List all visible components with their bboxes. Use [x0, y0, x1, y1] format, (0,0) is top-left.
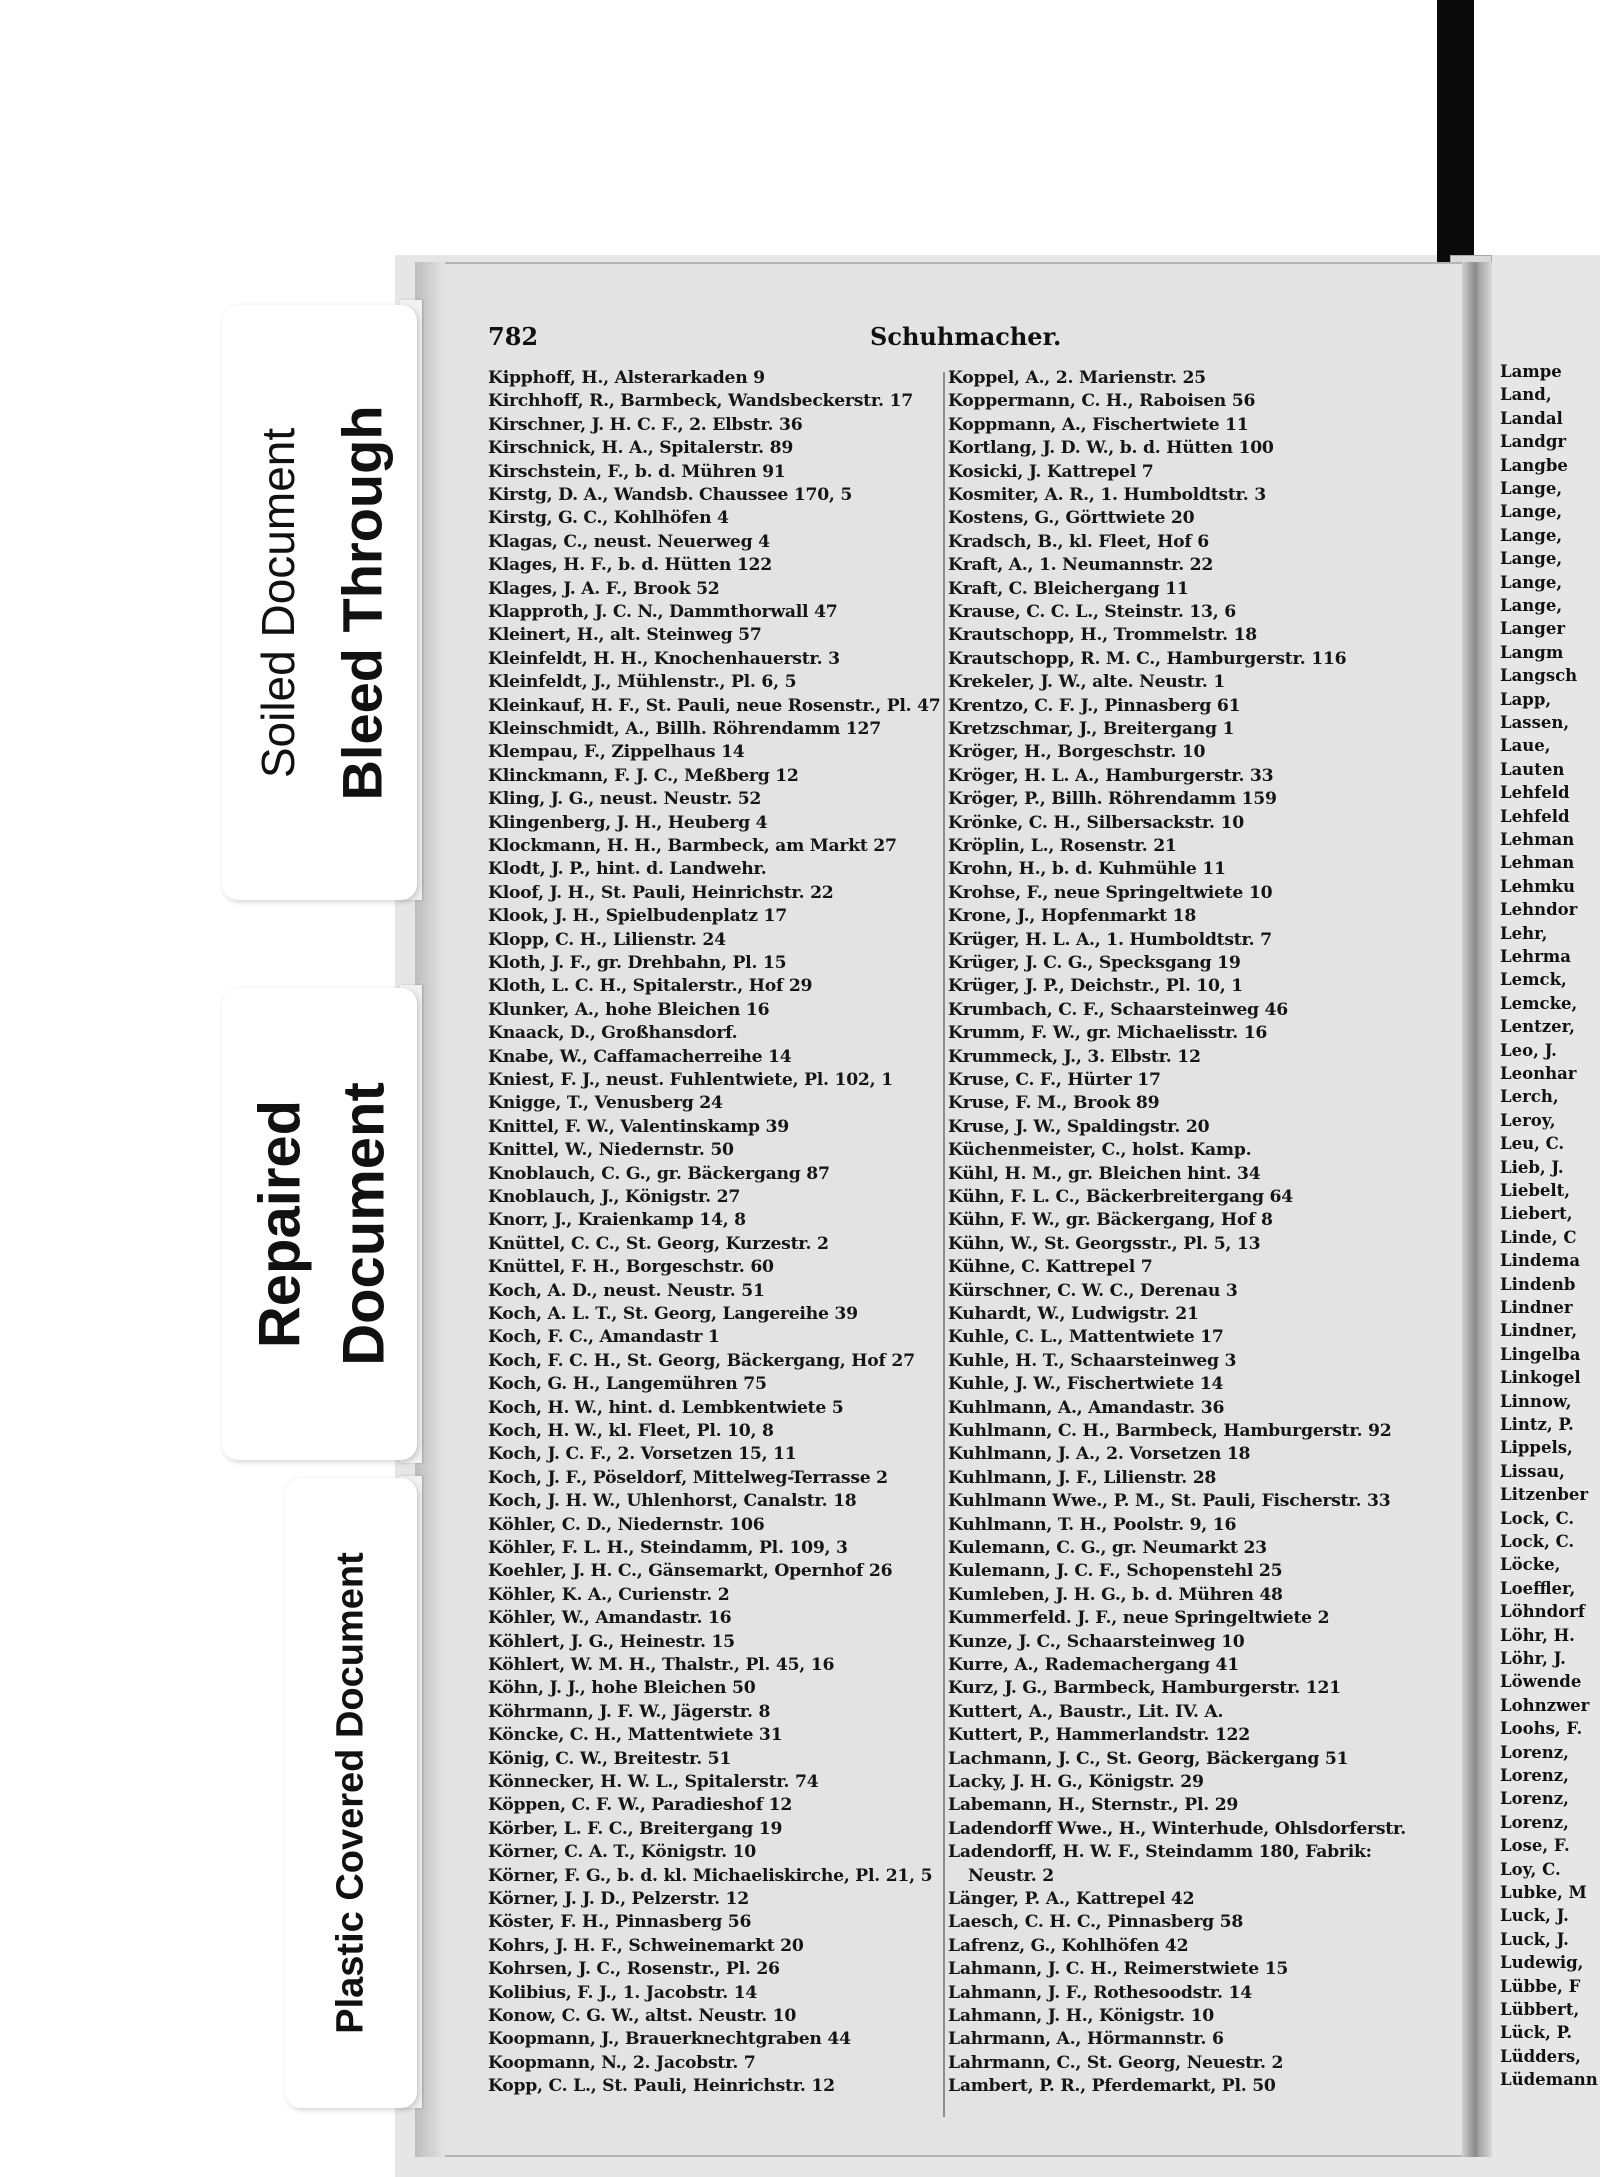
- label-card-soiled-bleed: [222, 305, 417, 900]
- directory-entry: Ladendorff, H. W. F., Steindamm 180, Fabrik:: [948, 1842, 1372, 1863]
- next-page-fragment: Ludewig,: [1500, 1953, 1584, 1973]
- directory-entry: Kuhlmann, C. H., Barmbeck, Hamburgerstr. 92: [948, 1421, 1392, 1441]
- directory-entry: Krohse, F., neue Springeltwiete 10: [948, 882, 1273, 903]
- directory-entry: Ladendorff Wwe., H., Winterhude, Ohlsdorferstr.: [948, 1818, 1406, 1839]
- next-page-fragment: Liebelt,: [1500, 1181, 1571, 1200]
- next-page-fragment: Langm: [1500, 642, 1564, 662]
- next-page-fragment: Lippels,: [1500, 1438, 1573, 1458]
- next-page-fragment: Langsch: [1500, 666, 1578, 686]
- next-page-fragment: Linde, C: [1500, 1227, 1577, 1247]
- directory-entry: Köncke, C. H., Mattentwiete 31: [488, 1725, 783, 1746]
- directory-entry: Klempau, F., Zippelhaus 14: [488, 742, 745, 763]
- directory-entry: Lahmann, J. H., Königstr. 10: [948, 2006, 1215, 2026]
- directory-entry: Kuhlmann, T. H., Poolstr. 9, 16: [948, 1514, 1237, 1535]
- directory-entry: Kleinschmidt, A., Billh. Röhrendamm 127: [488, 719, 881, 739]
- directory-entry: Kühn, W., St. Georgsstr., Pl. 5, 13: [948, 1233, 1261, 1254]
- directory-entry: Kostens, G., Görttwiete 20: [948, 508, 1195, 529]
- next-page-fragment: Lohnzwer: [1500, 1695, 1590, 1715]
- directory-entry: Körner, C. A. T., Königstr. 10: [488, 1842, 756, 1863]
- directory-entry: Knüttel, F. H., Borgeschstr. 60: [488, 1257, 774, 1278]
- directory-entry: Kulemann, C. G., gr. Neumarkt 23: [948, 1538, 1267, 1558]
- next-page-fragment: Löcke,: [1500, 1555, 1561, 1575]
- directory-entry: Kortlang, J. D. W., b. d. Hütten 100: [948, 438, 1274, 459]
- directory-entry: Länger, P. A., Kattrepel 42: [948, 1889, 1195, 1909]
- next-page-fragment: Lose, F.: [1500, 1836, 1570, 1856]
- next-page-fragment: Lange,: [1500, 502, 1563, 522]
- directory-entry: Klages, H. F., b. d. Hütten 122: [488, 555, 772, 576]
- directory-entry: Laesch, C. H. C., Pinnasberg 58: [948, 1912, 1244, 1933]
- next-page-fragment: Lüdemann: [1500, 2070, 1598, 2090]
- next-page-fragment: Leonhar: [1500, 1064, 1577, 1083]
- directory-entry: Köhlert, J. G., Heinestr. 15: [488, 1631, 735, 1652]
- book-gutter: [1462, 262, 1492, 2157]
- directory-entry: Kloth, J. F., gr. Drehbahn, Pl. 15: [488, 953, 787, 973]
- directory-entry: Krone, J., Hopfenmarkt 18: [948, 906, 1197, 927]
- directory-entry: Kirstg, D. A., Wandsb. Chaussee 170, 5: [488, 485, 853, 505]
- directory-entry: Lahmann, J. F., Rothesoodstr. 14: [948, 1982, 1252, 2003]
- directory-entry: Kirschnick, H. A., Spitalerstr. 89: [488, 438, 794, 459]
- directory-entry: Koch, J. C. F., 2. Vorsetzen 15, 11: [488, 1444, 797, 1465]
- directory-entry: Knorr, J., Kraienkamp 14, 8: [488, 1210, 746, 1231]
- next-page-fragment: Linnow,: [1500, 1391, 1572, 1411]
- directory-entry: Kuhlmann Wwe., P. M., St. Pauli, Fischerstr. 33: [948, 1491, 1391, 1512]
- directory-entry: Knoblauch, J., Königstr. 27: [488, 1187, 741, 1207]
- directory-entry: Kuhlmann, A., Amandastr. 36: [948, 1397, 1225, 1418]
- directory-entry: Kniest, F. J., neust. Fuhlentwiete, Pl. 102, 1: [488, 1070, 893, 1090]
- next-page-fragment: Lubke, M: [1500, 1883, 1587, 1902]
- directory-entry: Kloth, L. C. H., Spitalerstr., Hof 29: [488, 976, 813, 997]
- next-page-fragment: Löhndorf: [1500, 1602, 1585, 1622]
- directory-entry: Kruse, J. W., Spaldingstr. 20: [948, 1116, 1210, 1137]
- directory-entry: Knaack, D., Großhansdorf.: [488, 1023, 738, 1044]
- directory-entry: Köhlert, W. M. H., Thalstr., Pl. 45, 16: [488, 1655, 835, 1675]
- next-page-fragment: Luck, J.: [1500, 1906, 1569, 1926]
- directory-entry: Kröger, H. L. A., Hamburgerstr. 33: [948, 765, 1274, 786]
- directory-entry: Klinckmann, F. J. C., Meßberg 12: [488, 765, 799, 786]
- directory-entry: Klockmann, H. H., Barmbeck, am Markt 27: [488, 836, 897, 856]
- directory-entry: Kulemann, J. C. F., Schopenstehl 25: [948, 1561, 1283, 1582]
- directory-entry: Köhn, J. J., hohe Bleichen 50: [488, 1678, 756, 1699]
- next-page-fragment: Lehfeld: [1500, 783, 1570, 803]
- directory-entry: Koch, F. C., Amandastr 1: [488, 1327, 720, 1348]
- directory-entry: Labemann, H., Sternstr., Pl. 29: [948, 1795, 1239, 1816]
- directory-entry: Kruse, C. F., Hürter 17: [948, 1070, 1161, 1090]
- directory-entry: Koppmann, A., Fischertwiete 11: [948, 414, 1249, 435]
- directory-entry: Lahrmann, C., St. Georg, Neuestr. 2: [948, 2052, 1284, 2073]
- directory-entry: Kloof, J. H., St. Pauli, Heinrichstr. 22: [488, 882, 834, 903]
- directory-entry: Klages, J. A. F., Brook 52: [488, 578, 720, 599]
- directory-entry: Kruse, F. M., Brook 89: [948, 1093, 1160, 1114]
- directory-entry: Kraft, C. Bleichergang 11: [948, 578, 1189, 599]
- directory-entry: Kuttert, A., Baustr., Lit. IV. A.: [948, 1701, 1224, 1722]
- next-page-fragment: Laue,: [1500, 736, 1551, 756]
- directory-entry: Koppel, A., 2. Marienstr. 25: [948, 368, 1206, 388]
- next-page-fragment: Langer: [1500, 619, 1566, 639]
- directory-entry: Kleinkauf, H. F., St. Pauli, neue Rosenstr., Pl. 47: [488, 695, 941, 716]
- next-page-fragment: Lassen,: [1500, 713, 1570, 732]
- directory-entry: Kuhle, H. T., Schaarsteinweg 3: [948, 1350, 1237, 1371]
- directory-entry: Krüger, J. P., Deichstr., Pl. 10, 1: [948, 976, 1243, 997]
- directory-entry: Klook, J. H., Spielbudenplatz 17: [488, 906, 787, 927]
- binding-strip: [1437, 0, 1474, 262]
- next-page-fragment: Lindenb: [1500, 1274, 1576, 1294]
- next-page-fragment: Lieb, J.: [1500, 1157, 1564, 1177]
- directory-entry: Koch, H. W., hint. d. Lembkentwiete 5: [488, 1397, 844, 1418]
- next-page-fragment: Lingelba: [1500, 1344, 1581, 1364]
- directory-entry: Kröplin, L., Rosenstr. 21: [948, 836, 1177, 856]
- next-page-fragment: Lehndor: [1500, 900, 1578, 920]
- directory-entry: Kuhle, C. L., Mattentwiete 17: [948, 1327, 1224, 1348]
- next-page-fragment: Lehman: [1500, 853, 1575, 873]
- directory-entry: Köhrmann, J. F. W., Jägerstr. 8: [488, 1701, 771, 1722]
- next-page-fragment: Lange,: [1500, 596, 1563, 615]
- label-soiled: Soiled Document: [251, 427, 304, 778]
- next-page-fragment: Lange,: [1500, 479, 1563, 498]
- directory-entry: Knoblauch, C. G., gr. Bäckergang 87: [488, 1163, 830, 1184]
- directory-entry: Köster, F. H., Pinnasberg 56: [488, 1912, 752, 1933]
- directory-entry: Kumleben, J. H. G., b. d. Mühren 48: [948, 1584, 1283, 1605]
- directory-entry: Knittel, F. W., Valentinskamp 39: [488, 1116, 789, 1137]
- next-page-fragment: Langbe: [1500, 455, 1568, 475]
- directory-entry: Krekeler, J. W., alte. Neustr. 1: [948, 672, 1226, 693]
- directory-entry: Koch, H. W., kl. Fleet, Pl. 10, 8: [488, 1421, 774, 1441]
- directory-entry: Kipphoff, H., Alsterarkaden 9: [488, 368, 765, 388]
- directory-entry: Neustr. 2: [968, 1865, 1054, 1886]
- directory-entry: Klingenberg, J. H., Heuberg 4: [488, 812, 768, 833]
- directory-entry: Kunze, J. C., Schaarsteinweg 10: [948, 1631, 1245, 1652]
- directory-entry: Krentzo, C. F. J., Pinnasberg 61: [948, 695, 1241, 716]
- directory-entry: Lahmann, J. C. H., Reimerstwiete 15: [948, 1959, 1289, 1980]
- directory-entry: Knittel, W., Niedernstr. 50: [488, 1140, 734, 1161]
- directory-entry: Krohn, H., b. d. Kuhmühle 11: [948, 859, 1226, 880]
- directory-entry: Krönke, C. H., Silbersackstr. 10: [948, 812, 1244, 833]
- next-page-fragment: Lindema: [1500, 1251, 1581, 1271]
- directory-entry: Kleinfeldt, H. H., Knochenhauerstr. 3: [488, 648, 840, 669]
- directory-entry: Kühne, C. Kattrepel 7: [948, 1257, 1153, 1278]
- directory-entry: König, C. W., Breitestr. 51: [488, 1748, 732, 1769]
- next-page-fragment: Lampe: [1500, 362, 1562, 381]
- directory-entry: Krummeck, J., 3. Elbstr. 12: [948, 1046, 1201, 1067]
- directory-entry: Koppermann, C. H., Raboisen 56: [948, 391, 1256, 412]
- next-page-fragment: Linkogel: [1500, 1368, 1581, 1388]
- directory-entry: Knüttel, C. C., St. Georg, Kurzestr. 2: [488, 1233, 829, 1254]
- next-page-fragment: Lehmku: [1500, 876, 1575, 896]
- directory-entry: Kosmiter, A. R., 1. Humboldtstr. 3: [948, 485, 1266, 505]
- next-page-fragment: Loohs, F.: [1500, 1719, 1583, 1739]
- directory-entry: Kürschner, C. W. C., Derenau 3: [948, 1280, 1238, 1301]
- label-repaired-document: Document: [331, 1082, 396, 1366]
- next-page-fragment: Löhr, J.: [1500, 1649, 1566, 1668]
- directory-entry: Köppen, C. F. W., Paradieshof 12: [488, 1795, 793, 1816]
- directory-entry: Krumm, F. W., gr. Michaelisstr. 16: [948, 1023, 1268, 1044]
- next-page-fragment: Lehr,: [1500, 923, 1548, 943]
- next-page-fragment: Lemcke,: [1500, 993, 1578, 1013]
- directory-entry: Klopp, C. H., Lilienstr. 24: [488, 929, 726, 950]
- next-page-fragment: Lock, C.: [1500, 1532, 1575, 1551]
- directory-entry: Kühn, F. L. C., Bäckerbreitergang 64: [948, 1187, 1293, 1207]
- next-page-fragment: Lorenz,: [1500, 1812, 1569, 1832]
- directory-entry: Lahrmann, A., Hörmannstr. 6: [948, 2029, 1224, 2050]
- next-page-fragment: Loeffler,: [1500, 1578, 1576, 1598]
- next-page-fragment: Lauten: [1500, 759, 1565, 779]
- directory-entry: Koch, J. F., Pöseldorf, Mittelweg-Terrasse 2: [488, 1467, 888, 1488]
- directory-entry: Krüger, J. C. G., Specksgang 19: [948, 953, 1241, 973]
- label-card-repaired: [222, 988, 417, 1460]
- next-page-fragment: Lapp,: [1500, 689, 1552, 709]
- directory-entry: Kling, J. G., neust. Neustr. 52: [488, 789, 762, 810]
- label-repaired: Repaired: [247, 1099, 312, 1349]
- directory-entry: Koehler, J. H. C., Gänsemarkt, Opernhof 26: [488, 1561, 893, 1582]
- directory-entry: Kurre, A., Rademachergang 41: [948, 1655, 1239, 1675]
- directory-entry: Koopmann, N., 2. Jacobstr. 7: [488, 2052, 756, 2073]
- next-page-fragment: Lock, C.: [1500, 1508, 1575, 1528]
- next-page-fragment: Lübbe, F: [1500, 1976, 1581, 1996]
- directory-entry: Kuttert, P., Hammerlandstr. 122: [948, 1725, 1250, 1746]
- column-divider: [943, 372, 945, 2117]
- directory-entry: Lafrenz, G., Kohlhöfen 42: [948, 1935, 1189, 1956]
- next-page-fragment: Lübbert,: [1500, 2000, 1580, 2019]
- directory-entry: Krautschopp, H., Trommelstr. 18: [948, 625, 1257, 646]
- directory-entry: Kradsch, B., kl. Fleet, Hof 6: [948, 531, 1209, 552]
- directory-entry: Lacky, J. H. G., Königstr. 29: [948, 1772, 1204, 1792]
- next-page-fragment: Lehman: [1500, 830, 1575, 849]
- next-page-fragment: Lehrma: [1500, 947, 1571, 966]
- directory-entry: Kröger, P., Billh. Röhrendamm 159: [948, 789, 1277, 810]
- label-bleed-through: Bleed Through: [330, 404, 393, 801]
- next-page-fragment: Leo, J.: [1500, 1040, 1557, 1060]
- next-page-fragment: Lange,: [1500, 572, 1563, 592]
- next-page-fragment: Litzenber: [1500, 1485, 1589, 1505]
- next-page-fragment: Landgr: [1500, 432, 1567, 452]
- directory-entry: Kretzschmar, J., Breitergang 1: [948, 719, 1235, 739]
- directory-entry: Kleinert, H., alt. Steinweg 57: [488, 625, 762, 646]
- next-page-fragment: Liebert,: [1500, 1204, 1573, 1224]
- directory-entry: Kuhle, J. W., Fischertwiete 14: [948, 1374, 1224, 1395]
- next-page-fragment: Löwende: [1500, 1672, 1582, 1692]
- directory-entry: Konow, C. G. W., altst. Neustr. 10: [488, 2006, 797, 2026]
- directory-entry: Könnecker, H. W. L., Spitalerstr. 74: [488, 1772, 819, 1792]
- directory-entry: Kleinfeldt, J., Mühlenstr., Pl. 6, 5: [488, 672, 797, 693]
- directory-entry: Kirschner, J. H. C. F., 2. Elbstr. 36: [488, 414, 803, 435]
- next-page-fragment: Land,: [1500, 385, 1552, 405]
- directory-entry: Küchenmeister, C., holst. Kamp.: [948, 1140, 1252, 1161]
- directory-entry: Lambert, P. R., Pferdemarkt, Pl. 50: [948, 2076, 1276, 2097]
- directory-entry: Kohrsen, J. C., Rosenstr., Pl. 26: [488, 1959, 780, 1980]
- next-page-fragment: Lange,: [1500, 549, 1563, 569]
- directory-entry: Knabe, W., Caffamacherreihe 14: [488, 1046, 792, 1067]
- next-page-fragment: Lück, P.: [1500, 2023, 1572, 2043]
- label-plastic-covered: Plastic Covered Document: [329, 1552, 372, 2034]
- directory-entry: Klunker, A., hohe Bleichen 16: [488, 999, 770, 1020]
- next-page-fragment: Lintz, P.: [1500, 1415, 1574, 1434]
- directory-entry: Köhler, W., Amandastr. 16: [488, 1608, 732, 1629]
- directory-entry: Koch, A. D., neust. Neustr. 51: [488, 1280, 765, 1301]
- next-page-fragment: Lindner: [1500, 1298, 1573, 1317]
- next-page-fragment: Lissau,: [1500, 1461, 1565, 1481]
- directory-entry: Klagas, C., neust. Neuerweg 4: [488, 531, 770, 552]
- next-page-fragment: Lüdders,: [1500, 2046, 1581, 2066]
- next-page-fragment: Lentzer,: [1500, 1017, 1575, 1037]
- directory-entry: Kröger, H., Borgeschstr. 10: [948, 742, 1206, 763]
- next-page-fragment: Lemck,: [1500, 970, 1567, 990]
- directory-entry: Kirstg, G. C., Kohlhöfen 4: [488, 508, 729, 529]
- directory-entry: Kuhardt, W., Ludwigstr. 21: [948, 1304, 1199, 1324]
- next-page-fragment: Lehfeld: [1500, 806, 1570, 826]
- directory-entry: Kummerfeld. J. F., neue Springeltwiete 2: [948, 1608, 1330, 1629]
- directory-entry: Kurz, J. G., Barmbeck, Hamburgerstr. 121: [948, 1678, 1341, 1699]
- next-page-fragment: Luck, J.: [1500, 1929, 1569, 1949]
- directory-entry: Kirschstein, F., b. d. Mühren 91: [488, 461, 786, 482]
- label-card-plastic: [285, 1478, 417, 2108]
- directory-entry: Kohrs, J. H. F., Schweinemarkt 20: [488, 1935, 804, 1956]
- next-page-fragment: Leroy,: [1500, 1110, 1556, 1130]
- next-page-fragment: Lorenz,: [1500, 1766, 1569, 1785]
- directory-entry: Kosicki, J. Kattrepel 7: [948, 461, 1154, 482]
- next-page-fragment: Lorenz,: [1500, 1742, 1569, 1762]
- directory-entry: Körner, F. G., b. d. kl. Michaeliskirche, Pl. 21, 5: [488, 1865, 933, 1886]
- directory-entry: Kopp, C. L., St. Pauli, Heinrichstr. 12: [488, 2076, 835, 2097]
- page-number: 782: [488, 322, 539, 351]
- directory-entry: Kühn, F. W., gr. Bäckergang, Hof 8: [948, 1210, 1273, 1231]
- directory-entry: Knigge, T., Venusberg 24: [488, 1093, 723, 1114]
- directory-entry: Kirchhoff, R., Barmbeck, Wandsbeckerstr. 17: [488, 391, 913, 412]
- next-page-fragment: Lorenz,: [1500, 1789, 1569, 1809]
- next-page-fragment: Lindner,: [1500, 1321, 1578, 1341]
- directory-entry: Krumbach, C. F., Schaarsteinweg 46: [948, 999, 1288, 1020]
- next-page-fragment: Löhr, H.: [1500, 1625, 1575, 1645]
- next-page-fragment: Leu, C.: [1500, 1134, 1565, 1154]
- next-page: [1492, 262, 1600, 2157]
- running-head: Schuhmacher.: [870, 322, 1062, 351]
- directory-entry: Körner, J. J. D., Pelzerstr. 12: [488, 1889, 749, 1909]
- directory-entry: Lachmann, J. C., St. Georg, Bäckergang 51: [948, 1748, 1349, 1769]
- next-page-fragment: Loy, C.: [1500, 1859, 1561, 1879]
- directory-entry: Koch, A. L. T., St. Georg, Langereihe 39: [488, 1304, 858, 1324]
- directory-entry: Koch, G. H., Langemühren 75: [488, 1374, 767, 1395]
- directory-entry: Kuhlmann, J. A., 2. Vorsetzen 18: [948, 1444, 1251, 1465]
- directory-entry: Koch, J. H. W., Uhlenhorst, Canalstr. 18: [488, 1491, 857, 1512]
- directory-entry: Kühl, H. M., gr. Bleichen hint. 34: [948, 1163, 1261, 1184]
- directory-entry: Köhler, K. A., Curienstr. 2: [488, 1584, 730, 1605]
- directory-entry: Klapproth, J. C. N., Dammthorwall 47: [488, 602, 838, 622]
- directory-entry: Köhler, C. D., Niedernstr. 106: [488, 1514, 765, 1535]
- directory-entry: Koopmann, J., Brauerknechtgraben 44: [488, 2029, 851, 2050]
- directory-entry: Köhler, F. L. H., Steindamm, Pl. 109, 3: [488, 1538, 848, 1558]
- directory-entry: Kraft, A., 1. Neumannstr. 22: [948, 555, 1214, 576]
- directory-entry: Krause, C. C. L., Steinstr. 13, 6: [948, 602, 1236, 622]
- next-page-fragment: Landal: [1500, 408, 1563, 428]
- directory-entry: Krüger, H. L. A., 1. Humboldtstr. 7: [948, 929, 1272, 950]
- directory-entry: Kolibius, F. J., 1. Jacobstr. 14: [488, 1982, 758, 2003]
- next-page-fragment: Lerch,: [1500, 1087, 1559, 1107]
- directory-entry: Krautschopp, R. M. C., Hamburgerstr. 116: [948, 648, 1347, 669]
- next-page-fragment: Lange,: [1500, 525, 1563, 545]
- directory-entry: Kuhlmann, J. F., Lilienstr. 28: [948, 1467, 1217, 1488]
- directory-entry: Koch, F. C. H., St. Georg, Bäckergang, Hof 27: [488, 1350, 915, 1371]
- directory-entry: Klodt, J. P., hint. d. Landwehr.: [488, 859, 767, 880]
- directory-entry: Körber, L. F. C., Breitergang 19: [488, 1818, 783, 1839]
